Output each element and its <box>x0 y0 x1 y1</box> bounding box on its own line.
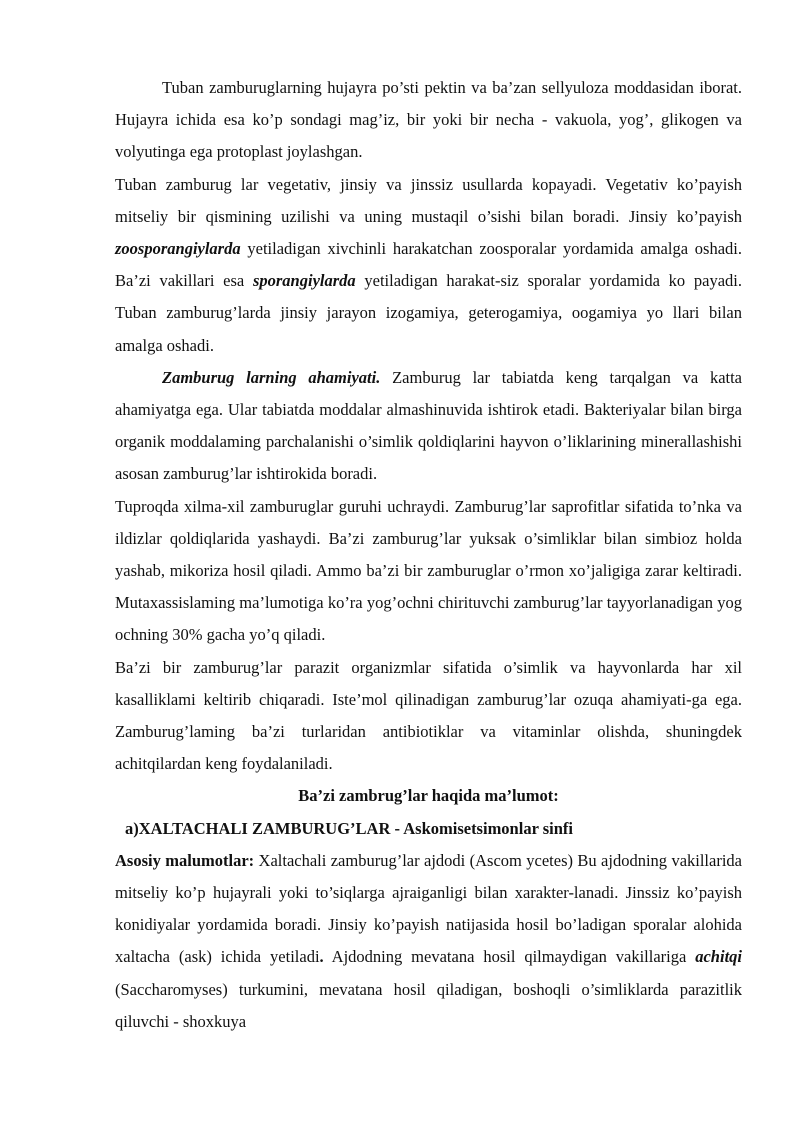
subheading-ascomycetes: a)XALTACHALI ZAMBURUG’LAR - Askomisetsimonlar sinfi <box>125 818 573 838</box>
paragraph-text: yetiladigan xivchinli harakatchan zoosporalar yordamida amalga oshadi. Ba’zi vakillari esa <box>115 239 742 291</box>
section-title-importance: Zamburug larning ahamiyati. <box>162 367 381 387</box>
paragraph-text: Ba’zi bir zamburug’lar parazit organizmlar sifatida o’simlik va hayvonlarda har xil kasalliklami keltirib chiqaradi. Iste’mol qilinadigan zamburug’lar ozuqa ahamiyati-ga ega. Zamburug’laming ba’zi turlaridan antibiotiklar va vitaminlar olishda, shuningdek achitqilardan keng foydalaniladi. <box>115 657 742 774</box>
paragraph-text: yetiladigan harakat-siz sporalar yordamida ko payadi. Tuban zamburug’larda jinsiy jarayon izogamiya, geterogamiya, oogamiya yo llari bilan amalga oshadi. <box>115 271 742 355</box>
paragraph-importance <box>115 362 742 491</box>
paragraph-text: Xaltachali zamburug’lar ajdodi (Ascom ycetes) Bu ajdodning vakillarida mitseliy ko’p hujayrali yoki to’siqlarga ajraiganligi bilan xarakter-lanadi. Jinssiz ko’payish konidiyalar yordamida boradi. Jinsiy ko’payish natijasida hosil bo’ladigan sporalar alohida xaltacha (ask) ichida yetiladi <box>115 850 742 967</box>
term-achitqi: achitqi <box>695 947 742 967</box>
paragraph-main-info <box>115 845 742 1038</box>
term-zoosporangiylarda: zoosporangiylarda <box>115 239 241 259</box>
paragraph-cell-wall <box>115 72 742 169</box>
paragraph-text: Zamburug lar tabiatda keng tarqalgan va katta ahamiyatga ega. Ular tabiatda moddalar almashinuvida ishtirok etadi. Bakteriyalar bilan birga organik moddalaming parchalanishi o’simlik qoldiqlarini hayvon o’liklarining minerallashishi asosan zamburug’lar ishtirokida boradi. <box>115 367 743 484</box>
paragraph-reproduction <box>115 169 742 362</box>
heading-info: Ba’zi zambrug’lar haqida ma’lumot: <box>298 786 559 806</box>
paragraph-parasites <box>115 652 742 781</box>
paragraph-soil <box>115 491 742 652</box>
paragraph-text: Ajdodning mevatana hosil qilmaydigan vakillariga <box>323 947 696 967</box>
paragraph-text: Tuproqda xilma-xil zamburuglar guruhi uchraydi. Zamburug’lar saprofitlar sifatida to’nka va ildizlar qoldiqlarida yashaydi. Ba’zi zamburug’lar yuksak o’simliklar bilan simbioz holda yashab, mikoriza hosil qiladi. Ammo ba’zi bir zamburuglar o’rmon xo’jaligiga zarar keltiradi. Mutaxassislaming ma’lumotiga ko’ra yog’ochni chirituvchi zamburug’lar tayyorlanadigan yog ochning 30% gacha yo’q qiladi. <box>115 496 742 645</box>
document-page <box>115 72 742 1038</box>
paragraph-text: Tuban zamburug lar vegetativ, jinsiy va jinssiz usullarda kopayadi. Vegetativ ko’payish mitseliy bir qismining uzilishi va uning mustaqil o’sishi bilan boradi. Jinsiy ko’payish <box>115 174 742 226</box>
paragraph-text: Tuban zamburuglarning hujayra po’sti pektin va ba’zan sellyuloza moddasidan iborat. Hujayra ichida esa ko’p sondagi mag’iz, bir yoki bir necha - vakuola, yog’, glikogen va volyutinga ega protoplast joylashgan. <box>115 78 742 162</box>
term-sporangiylarda: sporangiylarda <box>252 271 356 291</box>
label-main-info: Asosiy malumotlar: <box>115 850 255 870</box>
bold-period: . <box>319 947 324 967</box>
paragraph-text: (Saccharomyses) turkumini, mevatana hosil qiladigan, boshoqli o’simliklarda parazitlik qiluvchi - shoxkuya <box>115 979 742 1031</box>
